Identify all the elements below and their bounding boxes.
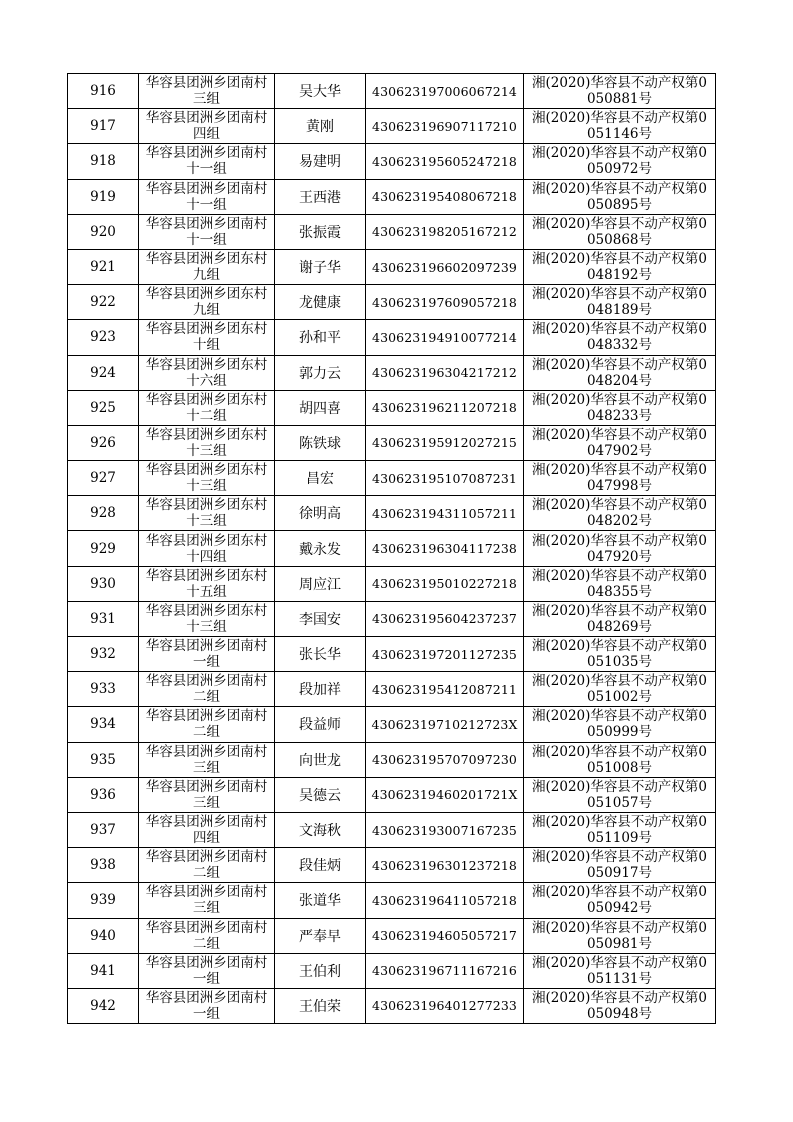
row-number-cell: 931 bbox=[68, 601, 139, 636]
property-registry-table bbox=[67, 73, 716, 1024]
certificate-number-cell-text: 湘(2020)华容县不动产权第0051002号 bbox=[532, 673, 707, 706]
id-number-cell: 430623196411057218 bbox=[366, 883, 524, 918]
table-row bbox=[68, 707, 716, 742]
address-cell-text: 华容县团洲乡团南村一组 bbox=[145, 989, 268, 1022]
table-row bbox=[68, 214, 716, 249]
owner-name-cell: 吴大华 bbox=[275, 74, 366, 109]
owner-name-cell: 徐明高 bbox=[275, 496, 366, 531]
owner-name-cell: 郭力云 bbox=[275, 355, 366, 390]
id-number-cell: 430623195604237237 bbox=[366, 601, 524, 636]
table-body bbox=[68, 74, 716, 1024]
certificate-number-cell-text: 湘(2020)华容县不动产权第0051035号 bbox=[532, 638, 707, 671]
row-number-cell: 920 bbox=[68, 214, 139, 249]
row-number-cell: 926 bbox=[68, 425, 139, 460]
address-cell bbox=[139, 812, 275, 847]
certificate-number-cell bbox=[524, 707, 716, 742]
owner-name-cell: 昌宏 bbox=[275, 461, 366, 496]
owner-name-cell: 张长华 bbox=[275, 637, 366, 672]
id-number-cell: 430623193007167235 bbox=[366, 812, 524, 847]
certificate-number-cell-text: 湘(2020)华容县不动产权第0050972号 bbox=[532, 145, 707, 178]
row-number-cell: 918 bbox=[68, 144, 139, 179]
certificate-number-cell bbox=[524, 179, 716, 214]
certificate-number-cell-text: 湘(2020)华容县不动产权第0047902号 bbox=[532, 426, 707, 459]
certificate-number-cell-text: 湘(2020)华容县不动产权第0051057号 bbox=[532, 778, 707, 811]
table-row bbox=[68, 531, 716, 566]
address-cell bbox=[139, 425, 275, 460]
address-cell bbox=[139, 496, 275, 531]
row-number-cell: 917 bbox=[68, 109, 139, 144]
owner-name-cell: 戴永发 bbox=[275, 531, 366, 566]
certificate-number-cell-text: 湘(2020)华容县不动产权第0050917号 bbox=[532, 849, 707, 882]
owner-name-cell: 张道华 bbox=[275, 883, 366, 918]
table-row bbox=[68, 461, 716, 496]
certificate-number-cell bbox=[524, 777, 716, 812]
owner-name-cell: 严奉早 bbox=[275, 918, 366, 953]
table-row bbox=[68, 179, 716, 214]
owner-name-cell: 易建明 bbox=[275, 144, 366, 179]
certificate-number-cell bbox=[524, 742, 716, 777]
row-number-cell: 934 bbox=[68, 707, 139, 742]
owner-name-cell: 谢子华 bbox=[275, 249, 366, 284]
address-cell-text: 华容县团洲乡团东村十二组 bbox=[145, 391, 268, 424]
table-row bbox=[68, 918, 716, 953]
certificate-number-cell bbox=[524, 214, 716, 249]
address-cell bbox=[139, 777, 275, 812]
address-cell bbox=[139, 742, 275, 777]
id-number-cell: 430623195408067218 bbox=[366, 179, 524, 214]
id-number-cell: 430623195605247218 bbox=[366, 144, 524, 179]
id-number-cell: 430623196304117238 bbox=[366, 531, 524, 566]
row-number-cell: 937 bbox=[68, 812, 139, 847]
row-number-cell: 930 bbox=[68, 566, 139, 601]
address-cell bbox=[139, 953, 275, 988]
address-cell-text: 华容县团洲乡团南村四组 bbox=[145, 110, 268, 143]
row-number-cell: 927 bbox=[68, 461, 139, 496]
address-cell-text: 华容县团洲乡团南村十一组 bbox=[145, 180, 268, 213]
address-cell-text: 华容县团洲乡团南村三组 bbox=[145, 75, 268, 108]
id-number-cell: 430623195912027215 bbox=[366, 425, 524, 460]
table-row bbox=[68, 425, 716, 460]
row-number-cell: 923 bbox=[68, 320, 139, 355]
table-row bbox=[68, 742, 716, 777]
row-number-cell: 924 bbox=[68, 355, 139, 390]
certificate-number-cell-text: 湘(2020)华容县不动产权第0050881号 bbox=[532, 75, 707, 108]
certificate-number-cell-text: 湘(2020)华容县不动产权第0048204号 bbox=[532, 356, 707, 389]
row-number-cell: 940 bbox=[68, 918, 139, 953]
table-row bbox=[68, 320, 716, 355]
id-number-cell: 430623197609057218 bbox=[366, 285, 524, 320]
certificate-number-cell bbox=[524, 461, 716, 496]
table-row bbox=[68, 285, 716, 320]
address-cell-text: 华容县团洲乡团东村十三组 bbox=[145, 462, 268, 495]
row-number-cell: 942 bbox=[68, 988, 139, 1023]
id-number-cell: 430623195010227218 bbox=[366, 566, 524, 601]
address-cell-text: 华容县团洲乡团东村十三组 bbox=[145, 426, 268, 459]
certificate-number-cell bbox=[524, 425, 716, 460]
address-cell bbox=[139, 74, 275, 109]
address-cell bbox=[139, 883, 275, 918]
owner-name-cell: 陈铁球 bbox=[275, 425, 366, 460]
certificate-number-cell bbox=[524, 144, 716, 179]
owner-name-cell: 胡四喜 bbox=[275, 390, 366, 425]
row-number-cell: 939 bbox=[68, 883, 139, 918]
row-number-cell: 941 bbox=[68, 953, 139, 988]
address-cell bbox=[139, 601, 275, 636]
certificate-number-cell bbox=[524, 601, 716, 636]
address-cell-text: 华容县团洲乡团南村十一组 bbox=[145, 145, 268, 178]
address-cell bbox=[139, 355, 275, 390]
certificate-number-cell-text: 湘(2020)华容县不动产权第0048355号 bbox=[532, 567, 707, 600]
id-number-cell: 430623194910077214 bbox=[366, 320, 524, 355]
table-row bbox=[68, 74, 716, 109]
certificate-number-cell-text: 湘(2020)华容县不动产权第0048233号 bbox=[532, 391, 707, 424]
certificate-number-cell-text: 湘(2020)华容县不动产权第0048189号 bbox=[532, 286, 707, 319]
address-cell-text: 华容县团洲乡团东村十四组 bbox=[145, 532, 268, 565]
certificate-number-cell bbox=[524, 109, 716, 144]
owner-name-cell: 龙健康 bbox=[275, 285, 366, 320]
address-cell-text: 华容县团洲乡团东村九组 bbox=[145, 251, 268, 284]
id-number-cell: 430623194311057211 bbox=[366, 496, 524, 531]
owner-name-cell: 文海秋 bbox=[275, 812, 366, 847]
certificate-number-cell bbox=[524, 74, 716, 109]
owner-name-cell: 吴德云 bbox=[275, 777, 366, 812]
table-row bbox=[68, 109, 716, 144]
address-cell bbox=[139, 461, 275, 496]
id-number-cell: 430623196401277233 bbox=[366, 988, 524, 1023]
row-number-cell: 919 bbox=[68, 179, 139, 214]
table-row bbox=[68, 848, 716, 883]
table-row bbox=[68, 566, 716, 601]
owner-name-cell: 王伯利 bbox=[275, 953, 366, 988]
id-number-cell: 430623197006067214 bbox=[366, 74, 524, 109]
address-cell-text: 华容县团洲乡团东村十组 bbox=[145, 321, 268, 354]
table-row bbox=[68, 953, 716, 988]
id-number-cell: 430623196711167216 bbox=[366, 953, 524, 988]
id-number-cell: 430623196211207218 bbox=[366, 390, 524, 425]
certificate-number-cell-text: 湘(2020)华容县不动产权第0050948号 bbox=[532, 989, 707, 1022]
owner-name-cell: 段加祥 bbox=[275, 672, 366, 707]
certificate-number-cell-text: 湘(2020)华容县不动产权第0048269号 bbox=[532, 602, 707, 635]
certificate-number-cell bbox=[524, 918, 716, 953]
address-cell-text: 华容县团洲乡团东村九组 bbox=[145, 286, 268, 319]
address-cell bbox=[139, 179, 275, 214]
address-cell bbox=[139, 637, 275, 672]
certificate-number-cell-text: 湘(2020)华容县不动产权第0048202号 bbox=[532, 497, 707, 530]
table-row bbox=[68, 812, 716, 847]
id-number-cell: 430623195707097230 bbox=[366, 742, 524, 777]
address-cell-text: 华容县团洲乡团南村一组 bbox=[145, 638, 268, 671]
certificate-number-cell bbox=[524, 531, 716, 566]
id-number-cell: 430623194605057217 bbox=[366, 918, 524, 953]
id-number-cell: 430623197201127235 bbox=[366, 637, 524, 672]
address-cell bbox=[139, 285, 275, 320]
certificate-number-cell bbox=[524, 848, 716, 883]
id-number-cell: 430623198205167212 bbox=[366, 214, 524, 249]
table-row bbox=[68, 601, 716, 636]
owner-name-cell: 段益师 bbox=[275, 707, 366, 742]
address-cell-text: 华容县团洲乡团东村十三组 bbox=[145, 497, 268, 530]
address-cell-text: 华容县团洲乡团南村一组 bbox=[145, 954, 268, 987]
id-number-cell: 430623195412087211 bbox=[366, 672, 524, 707]
address-cell bbox=[139, 249, 275, 284]
certificate-number-cell bbox=[524, 812, 716, 847]
row-number-cell: 929 bbox=[68, 531, 139, 566]
address-cell-text: 华容县团洲乡团东村十三组 bbox=[145, 602, 268, 635]
certificate-number-cell bbox=[524, 355, 716, 390]
address-cell-text: 华容县团洲乡团南村十一组 bbox=[145, 215, 268, 248]
certificate-number-cell-text: 湘(2020)华容县不动产权第0051146号 bbox=[532, 110, 707, 143]
table-row bbox=[68, 144, 716, 179]
address-cell bbox=[139, 390, 275, 425]
address-cell bbox=[139, 531, 275, 566]
certificate-number-cell bbox=[524, 390, 716, 425]
address-cell-text: 华容县团洲乡团南村二组 bbox=[145, 849, 268, 882]
certificate-number-cell bbox=[524, 566, 716, 601]
address-cell-text: 华容县团洲乡团东村十五组 bbox=[145, 567, 268, 600]
certificate-number-cell-text: 湘(2020)华容县不动产权第0050895号 bbox=[532, 180, 707, 213]
certificate-number-cell bbox=[524, 672, 716, 707]
owner-name-cell: 向世龙 bbox=[275, 742, 366, 777]
id-number-cell: 430623196304217212 bbox=[366, 355, 524, 390]
row-number-cell: 936 bbox=[68, 777, 139, 812]
address-cell bbox=[139, 672, 275, 707]
table-row bbox=[68, 883, 716, 918]
certificate-number-cell bbox=[524, 285, 716, 320]
id-number-cell: 430623196907117210 bbox=[366, 109, 524, 144]
table-row bbox=[68, 390, 716, 425]
certificate-number-cell-text: 湘(2020)华容县不动产权第0050868号 bbox=[532, 215, 707, 248]
address-cell-text: 华容县团洲乡团南村三组 bbox=[145, 884, 268, 917]
certificate-number-cell bbox=[524, 496, 716, 531]
owner-name-cell: 张振霞 bbox=[275, 214, 366, 249]
certificate-number-cell-text: 湘(2020)华容县不动产权第0051008号 bbox=[532, 743, 707, 776]
certificate-number-cell-text: 湘(2020)华容县不动产权第0048192号 bbox=[532, 251, 707, 284]
address-cell-text: 华容县团洲乡团南村三组 bbox=[145, 778, 268, 811]
address-cell-text: 华容县团洲乡团南村二组 bbox=[145, 919, 268, 952]
certificate-number-cell bbox=[524, 637, 716, 672]
address-cell-text: 华容县团洲乡团南村二组 bbox=[145, 673, 268, 706]
row-number-cell: 928 bbox=[68, 496, 139, 531]
certificate-number-cell-text: 湘(2020)华容县不动产权第0048332号 bbox=[532, 321, 707, 354]
table-row bbox=[68, 777, 716, 812]
owner-name-cell: 周应江 bbox=[275, 566, 366, 601]
address-cell bbox=[139, 214, 275, 249]
table-row bbox=[68, 637, 716, 672]
address-cell bbox=[139, 848, 275, 883]
table-row bbox=[68, 249, 716, 284]
address-cell-text: 华容县团洲乡团南村三组 bbox=[145, 743, 268, 776]
owner-name-cell: 李国安 bbox=[275, 601, 366, 636]
certificate-number-cell-text: 湘(2020)华容县不动产权第0047920号 bbox=[532, 532, 707, 565]
certificate-number-cell-text: 湘(2020)华容县不动产权第0051131号 bbox=[532, 954, 707, 987]
certificate-number-cell-text: 湘(2020)华容县不动产权第0050999号 bbox=[532, 708, 707, 741]
certificate-number-cell bbox=[524, 249, 716, 284]
address-cell bbox=[139, 918, 275, 953]
id-number-cell: 43062319710212723X bbox=[366, 707, 524, 742]
address-cell bbox=[139, 988, 275, 1023]
row-number-cell: 933 bbox=[68, 672, 139, 707]
address-cell-text: 华容县团洲乡团南村四组 bbox=[145, 814, 268, 847]
owner-name-cell: 孙和平 bbox=[275, 320, 366, 355]
address-cell-text: 华容县团洲乡团东村十六组 bbox=[145, 356, 268, 389]
row-number-cell: 938 bbox=[68, 848, 139, 883]
address-cell-text: 华容县团洲乡团南村二组 bbox=[145, 708, 268, 741]
certificate-number-cell-text: 湘(2020)华容县不动产权第0051109号 bbox=[532, 814, 707, 847]
certificate-number-cell bbox=[524, 320, 716, 355]
certificate-number-cell-text: 湘(2020)华容县不动产权第0047998号 bbox=[532, 462, 707, 495]
row-number-cell: 921 bbox=[68, 249, 139, 284]
certificate-number-cell-text: 湘(2020)华容县不动产权第0050942号 bbox=[532, 884, 707, 917]
address-cell bbox=[139, 320, 275, 355]
certificate-number-cell-text: 湘(2020)华容县不动产权第0050981号 bbox=[532, 919, 707, 952]
id-number-cell: 430623195107087231 bbox=[366, 461, 524, 496]
address-cell bbox=[139, 566, 275, 601]
owner-name-cell: 王西港 bbox=[275, 179, 366, 214]
id-number-cell: 430623196301237218 bbox=[366, 848, 524, 883]
address-cell bbox=[139, 707, 275, 742]
table-row bbox=[68, 988, 716, 1023]
row-number-cell: 925 bbox=[68, 390, 139, 425]
owner-name-cell: 王伯荣 bbox=[275, 988, 366, 1023]
table-row bbox=[68, 672, 716, 707]
certificate-number-cell bbox=[524, 953, 716, 988]
row-number-cell: 932 bbox=[68, 637, 139, 672]
row-number-cell: 922 bbox=[68, 285, 139, 320]
certificate-number-cell bbox=[524, 883, 716, 918]
owner-name-cell: 段佳炳 bbox=[275, 848, 366, 883]
row-number-cell: 935 bbox=[68, 742, 139, 777]
row-number-cell: 916 bbox=[68, 74, 139, 109]
id-number-cell: 43062319460201721X bbox=[366, 777, 524, 812]
table-row bbox=[68, 496, 716, 531]
address-cell bbox=[139, 109, 275, 144]
certificate-number-cell bbox=[524, 988, 716, 1023]
table-row bbox=[68, 355, 716, 390]
address-cell bbox=[139, 144, 275, 179]
id-number-cell: 430623196602097239 bbox=[366, 249, 524, 284]
owner-name-cell: 黄刚 bbox=[275, 109, 366, 144]
